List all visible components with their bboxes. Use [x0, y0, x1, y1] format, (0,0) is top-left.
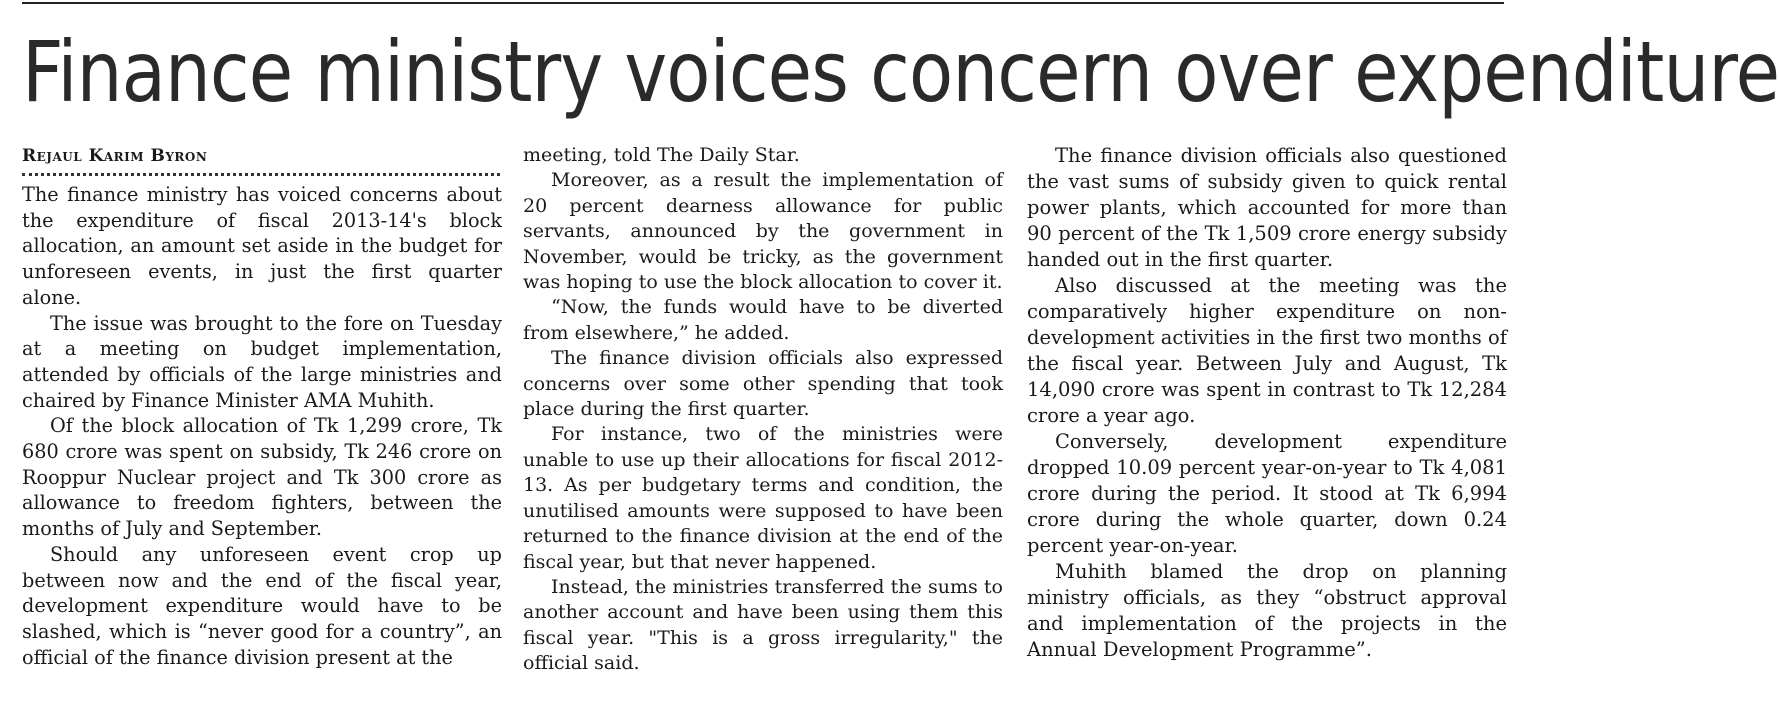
article-column-1 — [22, 143, 502, 670]
paragraph: Instead, the ministries transferred the sums to another account and have been using them this fiscal year. "This is a gross irregularity," the official said. — [523, 575, 1003, 675]
paragraph: The finance ministry has voiced concerns about the expenditure of fiscal 2013-14's block allocation, an amount set aside in the budget for unforeseen events, in just the first quarter alone. — [22, 183, 502, 309]
top-rule — [22, 2, 1504, 4]
paragraph: meeting, told The Daily Star. — [523, 144, 800, 166]
paragraph: Conversely, development expenditure dropped 10.09 percent year-on-year to Tk 4,081 crore during the period. It stood at Tk 6,994 crore during the whole quarter, down 0.24 percent year-on-year. — [1027, 430, 1507, 557]
byline: Rejaul Karim Byron — [22, 146, 208, 166]
paragraph: The finance division officials also questioned the vast sums of subsidy given to quick rental power plants, which accounted for more than 90 percent of the Tk 1,509 crore energy subsidy handed out in the first quarter. — [1027, 144, 1507, 271]
paragraph: Should any unforeseen event crop up between now and the end of the fiscal year, development expenditure would have to be slashed, which is “never good for a country”, an official of the finance division present at the — [22, 542, 502, 669]
paragraph: The finance division officials also expressed concerns over some other spending that took place during the first quarter. — [523, 347, 1003, 421]
article-column-2 — [523, 143, 1003, 677]
paragraph: For instance, two of the ministries were unable to use up their allocations for fiscal 2012-13. As per budgetary terms and condition, the unutilised amounts were supposed to have been returned to the finance division at the end of the fiscal year, but that never happened. — [523, 423, 1003, 573]
paragraph: “Now, the funds would have to be diverted from elsewhere,” he added. — [523, 296, 1003, 344]
paragraph: Moreover, as a result the implementation of 20 percent dearness allowance for public servants, announced by the government in November, would be tricky, as the government was hoping to use the block allocation to cover it. — [523, 169, 1003, 294]
paragraph: The issue was brought to the fore on Tuesday at a meeting on budget implementation, attended by officials of the large ministries and chaired by Finance Minister AMA Muhith. — [22, 311, 502, 412]
paragraph: Also discussed at the meeting was the comparatively higher expenditure on non-development activities in the first two months of the fiscal year. Between July and August, Tk 14,090 crore was spent in contrast to Tk 12,284 crore a year ago. — [1027, 274, 1507, 427]
article-column-3 — [1027, 143, 1507, 663]
paragraph: Of the block allocation of Tk 1,299 crore, Tk 680 crore was spent on subsidy, Tk 246 crore on Rooppur Nuclear project and Tk 300 crore as allowance to freedom fighters, between the months of July and September. — [22, 414, 502, 541]
paragraph: Muhith blamed the drop on planning ministry officials, as they “obstruct approval and implementation of the projects in the Annual Development Programme”. — [1027, 560, 1507, 661]
headline: Finance ministry voices concern over expenditure — [22, 23, 1779, 121]
byline-divider — [22, 173, 500, 176]
